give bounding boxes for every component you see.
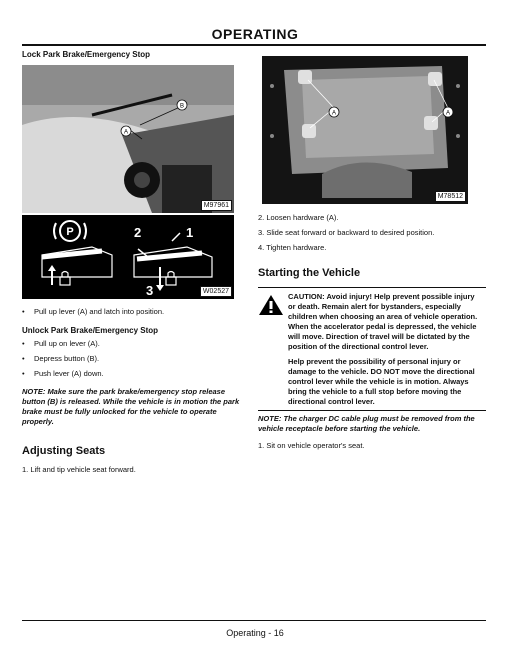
page-title: OPERATING (211, 26, 299, 42)
start-step-1: 1. Sit on vehicle operator's seat. (258, 441, 365, 450)
footer-divider (22, 620, 486, 621)
seat-step-4: 4. Tighten hardware. (258, 243, 327, 252)
step-number-3: 3 (146, 283, 154, 298)
park-brake-lever-illustration (22, 65, 234, 213)
seat-step-2: 2. Loosen hardware (A). (258, 213, 339, 222)
caution-block (258, 292, 486, 407)
caution-top-rule (258, 287, 486, 288)
park-symbol: P (66, 226, 74, 238)
caution-paragraph-2: Help prevent the possibility of personal injury or damage to the vehicle. DO NOT move the directional control lever while the vehicle is in motion. Always bring the vehicle to a full stop before moving the directional control lever. (288, 357, 475, 406)
park-brake-lever-photo (22, 65, 234, 213)
right-column (258, 50, 486, 451)
note-label: NOTE: (258, 414, 282, 423)
starting-vehicle-heading: Starting the Vehicle (258, 267, 361, 279)
note-text: The charger DC cable plug must be removed from the vehicle receptacle before starting the vehicle. (258, 414, 475, 433)
unlock-step: • Push lever (A) down. (22, 369, 244, 379)
note-text: Make sure the park brake/emergency stop release button (B) is released. While the vehicle is in motion the park brake must be fully unlocked for the vehicle to operate properly. (22, 387, 240, 426)
callout-a: A (123, 129, 129, 136)
step-number-2: 2 (134, 225, 142, 240)
caution-bottom-rule (258, 410, 486, 411)
unlock-step: • Pull up on lever (A). (22, 339, 244, 349)
adjusting-step-1: 1. Lift and tip vehicle seat forward. (22, 465, 136, 474)
charger-note (258, 414, 486, 434)
callout-a-left: A (331, 110, 337, 117)
seat-hardware-photo (262, 56, 468, 204)
unlock-step: • Depress button (B). (22, 354, 244, 364)
callout-a-right: A (445, 110, 451, 117)
header-divider (22, 44, 486, 46)
unlock-park-brake-heading: Unlock Park Brake/Emergency Stop (22, 326, 159, 335)
lock-park-brake-heading: Lock Park Brake/Emergency Stop (22, 50, 151, 59)
adjusting-seats-heading: Adjusting Seats (22, 445, 106, 457)
page-number: Operating - 16 (226, 628, 284, 638)
step-number-1: 1 (186, 225, 194, 240)
seat-hardware-illustration (262, 56, 468, 204)
figure-id-m78512: M78512 (435, 191, 466, 202)
park-brake-diagram (22, 215, 234, 299)
caution-paragraph-1: CAUTION: Avoid injury! Help prevent possible injury or death. Remain alert for bystanders, especially children when choosing an area of vehicle operation. When the accelerator pedal is depressed, the vehicle will move. Direction of travel will be dictated by the position of the directional control lever. (288, 292, 478, 351)
seat-step-3: 3. Slide seat forward or backward to desired position. (258, 228, 435, 237)
figure-id-w02527: W02527 (200, 286, 232, 297)
pull-up-bullet: • Pull up lever (A) and latch into position. (22, 307, 244, 317)
park-brake-note (22, 387, 244, 427)
left-column (22, 50, 244, 475)
note-label: NOTE: (22, 387, 46, 396)
callout-b: B (179, 103, 185, 110)
figure-id-m97961: M97961 (201, 200, 232, 211)
warning-triangle-icon (258, 294, 284, 316)
